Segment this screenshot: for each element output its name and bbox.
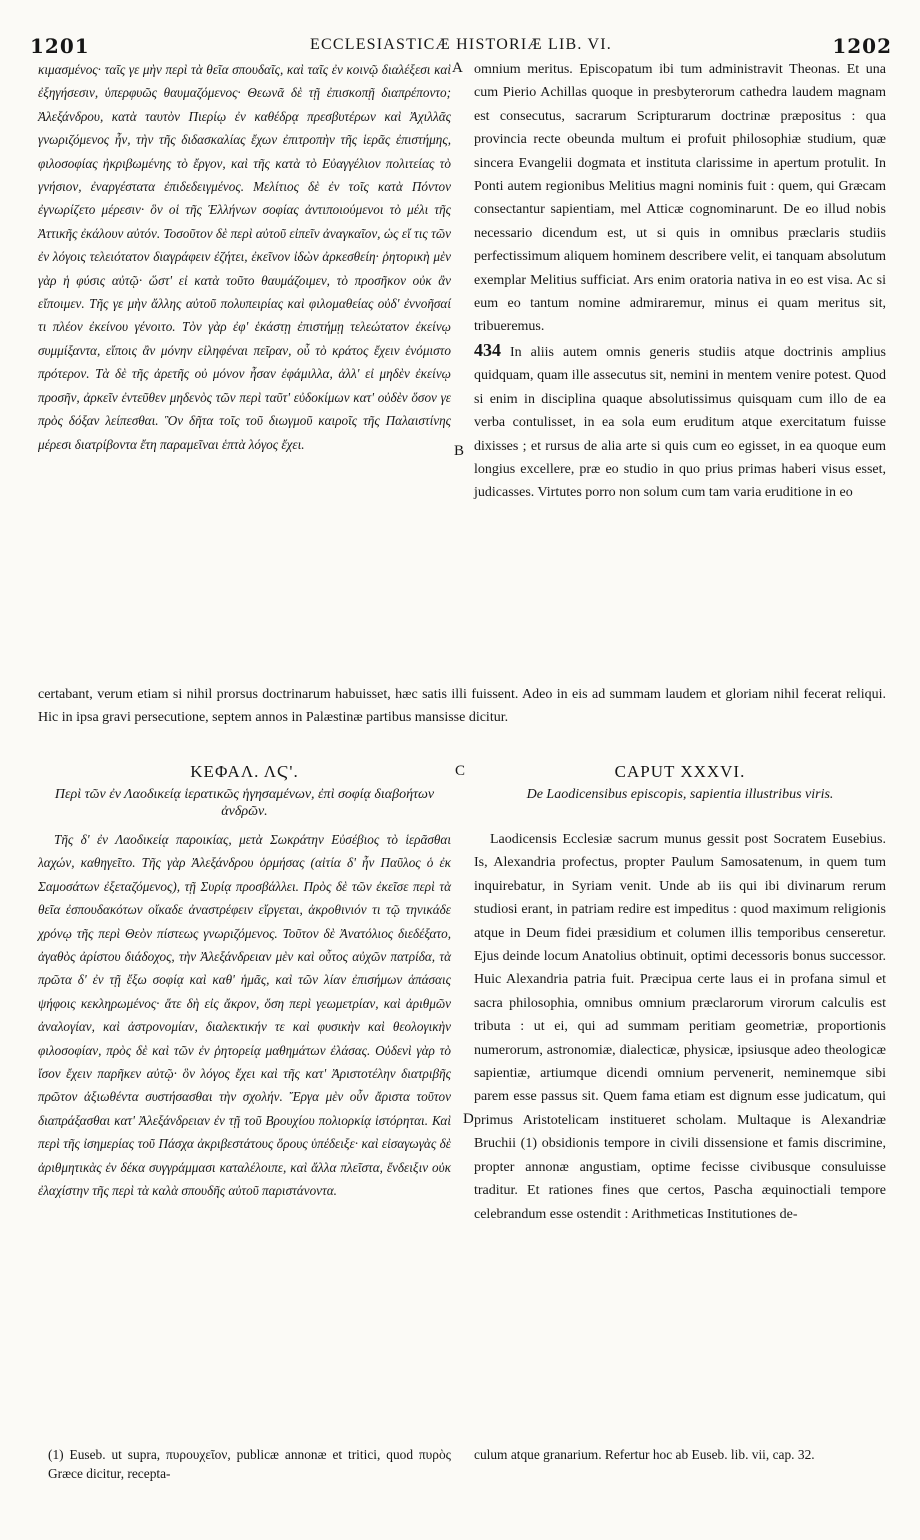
latin-paragraph-top — [474, 58, 886, 505]
latin-text-part-a: omnium meritus. Episcopatum ibi tum administravit Theonas. Et una cum Pierio Achillas quoque in presbyterorum cathedra laudem magnam est consecutus, sacrarum Scripturarum doctrinæ præpositus : qua provincia recte obeunda multum ei profuit philosophiæ studium, quæ sincera Evangelii dogmata et instituta clarissime in apertum protulit. In Ponti autem regionibus Melitius magni nominis fuit : quem, qui Græcam consectantur sapientiam, mel Atticæ cognominarunt. De eo illud nobis necessario dicendum est, ut si quis in omnibus præclaris studiis perfectissimum aliquem hominem describere velit, ei tanquam absolutum exemplar Melitius sufficiat. Ars enim oratoria nativa in eo est visa. Ac si eum eo tantum nomine admiraremur, minus ei quam meritus sit, tribueremus. — [474, 62, 886, 335]
column-number-left: 1201 — [30, 34, 90, 58]
chapter-heading-latin — [474, 762, 886, 803]
column-number-right: 1202 — [832, 34, 892, 58]
page-column-number: 434 — [474, 339, 501, 360]
greek-column-top — [38, 58, 451, 456]
latin-text-part-b: In aliis autem omnis generis studiis atque doctrinis amplius quidquam, quam ille assecutus sit, nemini in mentem venire potest. Quod si enim in disciplina quaque absolutissimus quisquam cum illo de ea verba contulisset, in ea sola eum eruditum atque exercitatum fuisse dixisses ; et rursus de alia arte si quis cum eo egisset, in ea quoque eum longius excellere, præ eo studio in quo prius primas haberi visus esset, judicasses. Virtutes porro non solum cum tam varia eruditione in eo — [474, 344, 887, 501]
running-header — [30, 34, 892, 58]
margin-marker-d: D — [463, 1111, 474, 1127]
latin-column-top — [474, 58, 886, 505]
greek-paragraph-bottom: Τῆς δ' ἐν Λαοδικείᾳ παροικίας, μετὰ Σωκράτην Εὐσέβιος τὸ ἱερᾶσθαι λαχών, καθηγεῖτο. Τῆς γὰρ Ἀλεξάνδρου ὁρμήσας (αἰτία δ' ἦν Παῦλος ὁ ἐκ Σαμοσάτων ἐξεταζόμενος), τῇ Συρίᾳ προσβάλλει. Πρὸς δὲ τῶν ἐκεῖσε περὶ τὰ θεῖα ἐσπουδακότων οἴκαδε ἀναστρέφειν εἴργεται, ἀκροθινιόν τι τῷ τηνικάδε χρόνῳ τῆς περὶ Θεὸν πίστεως γνωριζόμενος. Τοῦτον δὲ Ἀνατόλιος διεδέξατο, ἀγαθὸς ἀρίστου διάδοχος, τὴν Ἀλεξάνδρειαν μὲν καὶ οὗτος αὐχῶν πατρίδα, τὰ πρῶτα δ' ἐν τῇ ἔξω σοφίᾳ καὶ καθ' ἡμᾶς, καὶ τῶν λίαν ἐπισήμων ἁπάσαις ψήφοις κεκληρωμένος· ἅτε δὴ εἰς ἄκρον, ὅση περὶ γεωμετρίαν, καὶ ἀριθμῶν ἀναλογίαν, καὶ ἀστρονομίαν, διαλεκτικήν τε καὶ φυσικὴν καὶ θεολογικὴν φιλοσοφίαν, πρὸς δὲ καὶ τῶν ἐν ῥητορείᾳ μαθημάτων ἐλάσας. Οὐδενὶ γὰρ τὸ ἴσον ἔχειν παρῆκεν αὐτῷ· ὃν λόγος ἔχει καὶ τῆς κατ' Ἀριστοτέλην διατριβῆς πρῶτον ἀξιωθέντα συστήσασθαι τὴν σχολήν. Ἔργα μὲν οὖν ἄριστα τοῦτον διαπράξασθαι κατ' Ἀλεξάνδρειαν ἐν τῇ τοῦ Βρουχίου πολιορκίᾳ ἱστόρηται. Καὶ περὶ τῆς ἰσημερίας τοῦ Πάσχα ἀκριβεστάτους ὅρους ὑπέδειξε· καὶ εἰσαγωγὰς δὲ ἀριθμητικὰς ἐν δέκα συγγράμμασι καταλέλοιπε, καὶ ἄλλα πλεῖστα, ἔνδειξιν οὐκ ἐλαχίστην τῆς περὶ τὰ καλὰ σπουδῆς αὐτοῦ παριστάνοντα. — [38, 832, 451, 1199]
margin-marker-a: A — [452, 60, 463, 76]
chapter-label-greek: ΚΕΦΑΛ. ΛϚ'. — [190, 762, 299, 781]
chapter-heading-greek — [38, 762, 451, 820]
greek-paragraph-top: κιμασμένος· ταῖς γε μὴν περὶ τὰ θεῖα σπουδαῖς, καὶ ταῖς ἐν κοινῷ διαλέξεσι καὶ ἐξηγήσεσιν, ὑπερφυῶς θαυμαζόμενος· Θεωνᾶ δὲ τῇ ἐπισκοπῇ διαπρέποντο; Ἀλεξάνδρου, κατὰ ταυτὸν Πιερίῳ ἐν καθέδρᾳ πρεσβυτέρων καὶ Ἀχιλλᾶς γνωριζόμενος ἦν, τὴν τῆς διδασκαλίας ἔχων ἐπιτροπὴν τῆς ἱερᾶς ἐπιστήμης, φιλοσοφίας ἠκριβωμένης τὸ ἔργον, καὶ τῆς κατὰ τὸ Εὐαγγέλιον πολιτείας τὸ γνήσιον, ἐναργέστατα ἐπιδεδειγμένος. Μελίτιος δὲ ἐν τοῖς κατὰ Πόντον ἐγνωρίζετο μέρεσιν· ὃν οἱ τῆς Ἑλλήνων σοφίας ἀντιποιούμενοι τὸ μέλι τῆς Ἀττικῆς ἐκάλουν αὐτόν. Τοσοῦτον δὲ περὶ αὐτοῦ εἰπεῖν ἀναγκαῖον, ὡς εἴ τις τῶν ἐν λόγοις τελειότατον διαγράφειν ἐζήτει, ἐκεῖνον ἰδὼν ἀρκεσθείη· ῥητορικὴ μὲν γὰρ ἡ φύσις αὐτῷ· ὥστ' εἰ κατὰ τοῦτο θαυμάζοιμεν, τὸ προσῆκον οὐκ ἂν εἴποιμεν. Τῆς γε μὴν ἄλλης αὐτοῦ πολυπειρίας καὶ φιλομαθείας οὐδ' ἐννοῆσαί τι πλέον ἐκείνου γένοιτο. Τὸν γὰρ ἐφ' ἑκάστῃ ἐπιστήμῃ τελεώτατον ἐκείνῳ συμμίξαντα, εἴποις ἂν μόνην εἰληφέναι πεῖραν, οὗ τὸ κράτος ἔχειν ἐνόμιστο πρότερον. Τὰ δὲ τῆς ἀρετῆς οὐ μόνον ἦσαν ἐφάμιλλα, ἀλλ' εἰ μηδὲν ἐκείνῳ προσῆν, ἀρκεῖν ἐντεῦθεν μηδενὸς τῶν περὶ ταῦτ' εὐδοκίμων κατ' οὐδὲν ὅσον γε πρὸς δόξαν λείπεσθαι. Ὃν δῆτα τοῖς τοῦ διωγμοῦ καιροῖς τῆς Παλαιστίνης μέρεσι διατρίβοντα ἔτη παραμεῖναι ἑπτὰ λόγος ἔχει. — [38, 62, 451, 452]
chapter-subtitle-latin: De Laodicensibus episcopis, sapientia illustribus viris. — [526, 787, 834, 802]
margin-marker-c: C — [455, 763, 466, 779]
footnote-right: culum atque granarium. Refertur hoc ab Euseb. lib. vii, cap. 32. — [474, 1447, 815, 1462]
footnote-left: (1) Euseb. ut supra, πυρουχεῖον, publicæ annonæ et tritici, quod πυρὸς Græce dicitur, recepta- — [48, 1447, 451, 1481]
chapter-label-latin: CAPUT XXXVI. — [614, 762, 746, 781]
greek-column-bottom — [38, 828, 451, 1203]
latin-column-bottom — [474, 828, 886, 1226]
latin-paragraph-bottom: Laodicensis Ecclesiæ sacrum munus gessit post Socratem Eusebius. Is, Alexandria profectus, propter Paulum Samosatenum, in quem tum inquirebatur, in Syriam venit. Unde ab iis qui ibi divinarum rerum studiosi erant, in patriam redire est impeditus : quod maximum religionis atque in Deum fidei præsidium et columen illis temporibus censeretur. Ejus deinde locum Anatolius obtinuit, optimi decessoris bonus successor. Huic Alexandria patria fuit. Præcipua certe laus ei in profana simul et sacra philosophia, omnibus omnium præclarorum virorum calculis est tributa : ut ei, qui ad summam peritiam geometriæ, proportionis numerorum, astronomiæ, dialecticæ, physicæ, ipsiusque adeo theologicæ sapientiæ, artiumque dicendi omnium pervenerit, neminemque sibi parem esse passus sit. Quem fama etiam est dignum esse judicatum, qui primus Aristotelicam institueret scholam. Multaque is Alexandriæ Bruchii (1) obsidionis tempore in civili dissensione et famis discrimine, propter annonæ angustiam, optime fecisse civibusque consuluisse traditur. Et rationes fines que certos, Pascha æquinoctiali tempore celebrandum esse ostendit : Arithmeticas Institutiones de- — [474, 832, 886, 1222]
running-title: ECCLESIASTICÆ HISTORIÆ LIB. VI. — [310, 36, 612, 53]
chapter-subtitle-greek: Περὶ τῶν ἐν Λαοδικείᾳ ἱερατικῶς ἡγησαμένων, ἐπὶ σοφίᾳ διαβοήτων ἀνδρῶν. — [54, 787, 435, 819]
full-width-latin-continuation: certabant, verum etiam si nihil prorsus doctrinarum habuisset, hæc satis illi fuissent. Adeo in eis ad summam laudem et gloriam nihil fecerat reliqui. Hic in ipsa gravi persecutione, septem annos in Palæstinæ partibus mansisse dicitur. — [38, 687, 886, 726]
margin-marker-b: B — [454, 443, 465, 459]
